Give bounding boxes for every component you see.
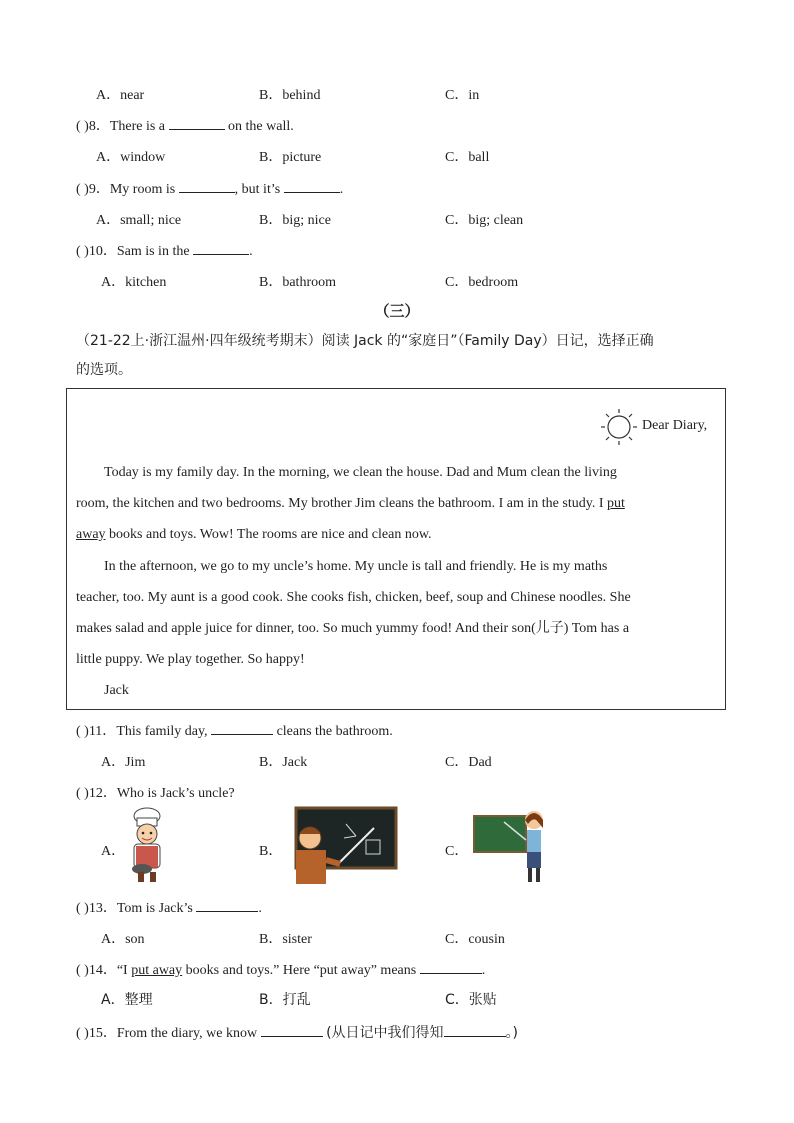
answer-paren[interactable]: ( ): [76, 901, 89, 916]
question-text-cn: (从日记中我们得知: [326, 1025, 444, 1041]
question-number: 9．: [88, 182, 110, 197]
question-number: 12．: [88, 786, 117, 801]
question-text: .: [249, 244, 253, 259]
question-text: This family day,: [116, 724, 208, 739]
diary-line: makes salad and apple juice for dinner, too. So much yummy food! And their son(儿子) Tom has a: [76, 621, 630, 636]
q8-option-c: C．ball: [445, 150, 490, 165]
answer-paren[interactable]: ( ): [76, 119, 89, 134]
answer-paren[interactable]: ( ): [76, 724, 89, 739]
question-text: books and toys.” Here “put away” means: [182, 963, 417, 978]
section-intro: [76, 327, 721, 385]
intro-line: （21-22上·浙江温州·四年级统考期末）阅读 Jack 的“家庭日”（Family Day）日记，选择正确: [76, 333, 654, 349]
q11-option-c: C．Dad: [445, 755, 492, 770]
question-text: .: [481, 963, 486, 978]
answer-paren[interactable]: ( ): [76, 1026, 89, 1041]
question-text: There is a: [109, 119, 166, 134]
answer-blank[interactable]: [169, 117, 225, 130]
q13-option-a: A．son: [101, 932, 145, 947]
question-number: 15．: [88, 1026, 117, 1041]
answer-paren[interactable]: ( ): [76, 963, 89, 978]
q13-option-b: B．sister: [259, 932, 312, 947]
diary-paragraph-1: [76, 457, 718, 550]
question-number: 13．: [88, 901, 117, 916]
q11-option-b: B．Jack: [259, 755, 308, 770]
question-number: 8．: [88, 119, 110, 134]
answer-paren[interactable]: ( ): [76, 786, 89, 801]
question-text: Who is Jack’s uncle?: [116, 786, 235, 801]
sun-icon: [600, 408, 638, 446]
answer-blank[interactable]: [420, 961, 482, 974]
answer-blank[interactable]: [193, 242, 249, 255]
question-12: [76, 782, 235, 802]
question-9: [76, 178, 343, 198]
q9-option-a: A．small; nice: [96, 213, 182, 228]
answer-paren[interactable]: ( ): [76, 182, 89, 197]
intro-line: 的选项。: [76, 362, 132, 378]
q12-option-b: B．: [259, 844, 283, 859]
underlined-phrase: away: [76, 527, 106, 542]
answer-blank[interactable]: [211, 722, 273, 735]
answer-paren[interactable]: ( ): [76, 244, 89, 259]
answer-blank[interactable]: [179, 180, 235, 193]
question-text: From the diary, we know: [116, 1026, 258, 1041]
q10-option-a: A．kitchen: [101, 275, 167, 290]
question-number: 11．: [88, 724, 117, 739]
question-number: 10．: [88, 244, 117, 259]
q9-option-c: C．big; clean: [445, 213, 524, 228]
answer-blank[interactable]: [196, 899, 258, 912]
q10-option-c: C．bedroom: [445, 275, 519, 290]
q14-option-a: A．整理: [101, 992, 153, 1008]
female-teacher-picture: [470, 806, 554, 886]
diary-signature: Jack: [104, 683, 129, 698]
answer-blank[interactable]: [284, 180, 340, 193]
diary-line: Today is my family day. In the morning, we clean the house. Dad and Mum clean the living: [104, 465, 617, 480]
question-8: [76, 115, 294, 135]
question-14: [76, 959, 485, 979]
diary-paragraph-2: [76, 551, 718, 706]
answer-blank[interactable]: [261, 1024, 323, 1037]
q10-option-b: B．bathroom: [259, 275, 336, 290]
q7-option-a: A．near: [96, 88, 145, 103]
question-text: cleans the bathroom.: [276, 724, 393, 739]
question-text: on the wall.: [228, 119, 294, 134]
q9-option-b: B．big; nice: [259, 213, 331, 228]
question-text: .: [339, 182, 344, 197]
q12-option-a: A．: [101, 844, 126, 859]
underlined-phrase: put: [606, 496, 625, 511]
q14-option-b: B．打乱: [259, 992, 311, 1008]
question-text: Tom is Jack’s: [116, 901, 193, 916]
diary-line: little puppy. We play together. So happy!: [76, 652, 305, 667]
question-10: [76, 240, 253, 260]
q7-option-b: B．behind: [259, 88, 321, 103]
question-text: Sam is in the: [116, 244, 190, 259]
diary-line: In the afternoon, we go to my uncle’s home. My uncle is tall and friendly. He is my maths: [104, 559, 608, 574]
question-text-cn: 。): [505, 1025, 518, 1041]
diary-line: away books and toys. Wow! The rooms are nice and clean now.: [76, 527, 432, 542]
section-title: （三）: [374, 302, 420, 320]
question-13: [76, 897, 262, 917]
q14-option-c: C．张贴: [445, 992, 497, 1008]
question-text: , but it’s: [234, 182, 281, 197]
male-teacher-picture: [286, 806, 398, 886]
q11-option-a: A．Jim: [101, 755, 146, 770]
diary-line: room, the kitchen and two bedrooms. My brother Jim cleans the bathroom. I am in the study. I put: [76, 496, 625, 511]
chef-picture: [124, 806, 170, 886]
question-number: 14．: [88, 963, 117, 978]
q7-option-c: C．in: [445, 88, 480, 103]
underlined-phrase: put away: [131, 963, 183, 978]
answer-blank[interactable]: [444, 1024, 506, 1037]
question-15: [76, 1022, 518, 1042]
diary-line: teacher, too. My aunt is a good cook. She cooks fish, chicken, beef, soup and Chinese noodles. She: [76, 590, 631, 605]
question-text: .: [258, 901, 262, 916]
question-text: “I: [116, 963, 132, 978]
q12-option-c: C．: [445, 844, 469, 859]
q8-option-a: A．window: [96, 150, 166, 165]
q8-option-b: B．picture: [259, 150, 322, 165]
question-11: [76, 720, 393, 740]
q13-option-c: C．cousin: [445, 932, 505, 947]
question-text: My room is: [109, 182, 176, 197]
diary-greeting: Dear Diary,: [642, 418, 708, 433]
